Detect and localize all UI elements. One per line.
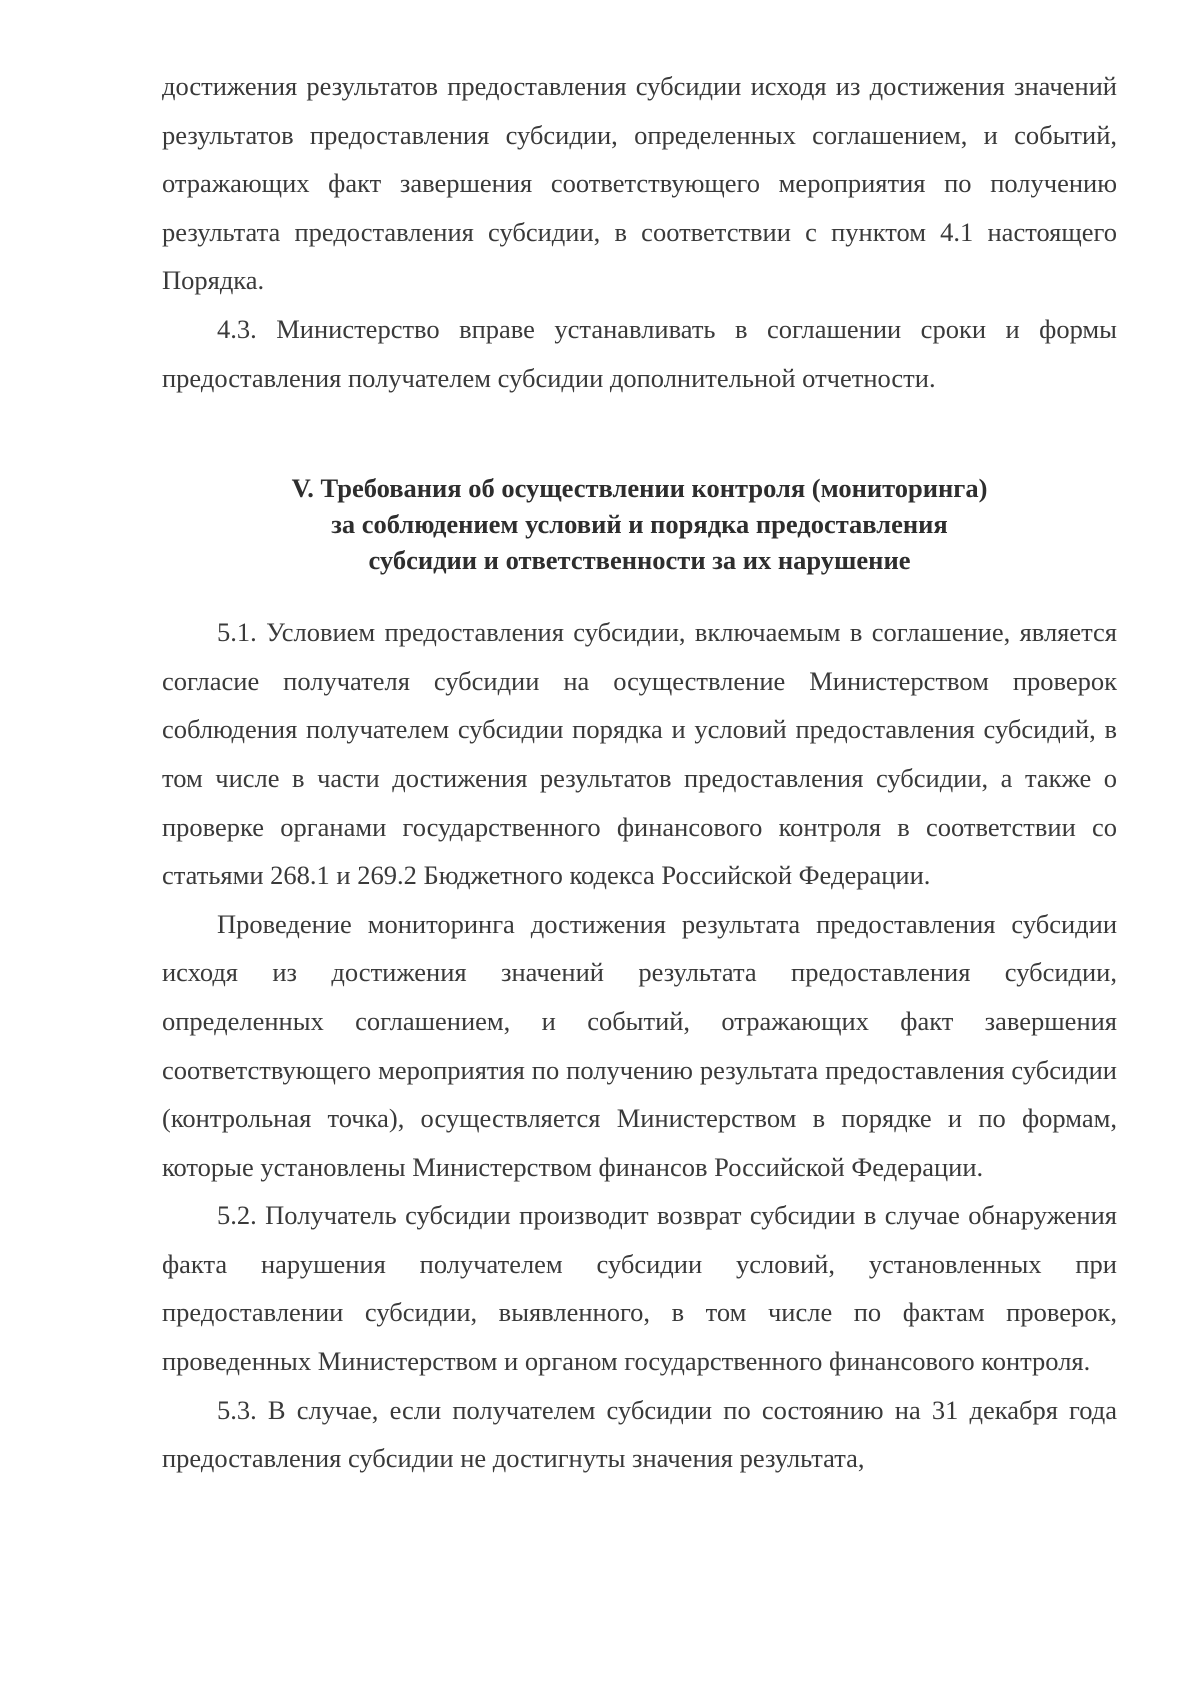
section-heading-line-2: за соблюдением условий и порядка предоставления bbox=[331, 509, 948, 540]
paragraph-5-1: 5.1. Условием предоставления субсидии, включаемым в соглашение, является согласие получателя субсидии на осуществление Министерством проверок соблюдения получателем субсидии порядка и условий предоставления субсидий, в том числе в части достижения результатов предоставления субсидии, а также о проверке органами государственного финансового контроля в соответствии со статьями 268.1 и 269.2 Бюджетного кодекса Российской Федерации. bbox=[162, 617, 1117, 891]
section-heading-line-3: субсидии и ответственности за их нарушение bbox=[368, 545, 911, 576]
document-page bbox=[162, 62, 1117, 1483]
paragraph-continuation: достижения результатов предоставления субсидии исходя из достижения значений результатов предоставления субсидии, определенных соглашением, и событий, отражающих факт завершения соответствующего мероприятия по получению результата предоставления субсидии, в соответствии с пунктом 4.1 настоящего Порядка. bbox=[162, 71, 1117, 296]
paragraph-5-3: 5.3. В случае, если получателем субсидии по состоянию на 31 декабря года предоставления субсидии не достигнуты значения результата, bbox=[162, 1394, 1117, 1474]
paragraph-monitoring: Проведение мониторинга достижения результата предоставления субсидии исходя из достижения значений результата предоставления субсидии, определенных соглашением, и событий, отражающих факт завершения соответствующего мероприятия по получению результата предоставления субсидии (контрольная точка), осуществляется Министерством в порядке и по формам, которые установлены Министерством финансов Российской Федерации. bbox=[162, 908, 1117, 1182]
section-heading-line-1: V. Требования об осуществлении контроля (мониторинга) bbox=[291, 473, 988, 504]
section-heading bbox=[162, 470, 1117, 578]
paragraph-5-2: 5.2. Получатель субсидии производит возврат субсидии в случае обнаружения факта нарушения получателем субсидии условий, установленных при предоставлении субсидии, выявленного, в том числе по фактам проверок, проведенных Министерством и органом государственного финансового контроля. bbox=[162, 1200, 1117, 1377]
paragraph-4-3: 4.3. Министерство вправе устанавливать в соглашении сроки и формы предоставления получателем субсидии дополнительной отчетности. bbox=[162, 313, 1117, 393]
